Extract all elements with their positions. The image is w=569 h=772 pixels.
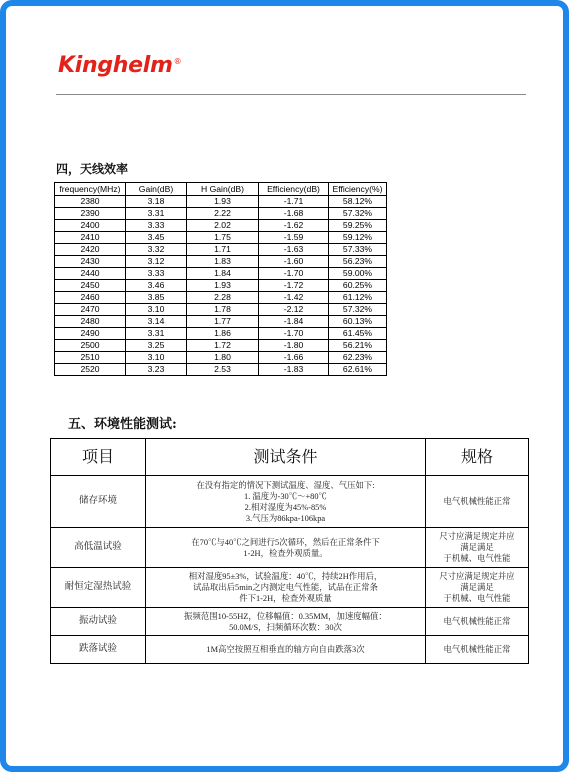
efficiency-header-cell: Gain(dB) [126,183,187,196]
table-cell: -1.66 [259,352,329,364]
table-cell: 1.75 [187,232,259,244]
test-spec [426,636,529,664]
table-cell: 1.84 [187,268,259,280]
table-cell: 56.23% [329,256,387,268]
table-row [55,304,387,316]
condition-line: 1M高空按照互相垂直的轴方向自由跌落3次 [206,645,365,654]
table-cell: 62.23% [329,352,387,364]
efficiency-header-cell: Efficiency(%) [329,183,387,196]
table-cell: 2450 [55,280,126,292]
table-cell: 2510 [55,352,126,364]
section5-title: 五、环境性能测试: [68,417,177,432]
spec-line: 电气机械性能正常 [443,497,511,506]
table-cell: 62.61% [329,364,387,376]
table-cell: 60.13% [329,316,387,328]
table-cell: 2460 [55,292,126,304]
table-row [55,316,387,328]
environment-table-header [51,439,529,476]
table-cell: 3.10 [126,352,187,364]
table-cell: -1.59 [259,232,329,244]
test-conditions [146,476,426,528]
table-cell: 3.33 [126,220,187,232]
table-cell: 2520 [55,364,126,376]
test-conditions [146,608,426,636]
condition-line: 在70℃与40℃之间进行5次循环，然后在正常条件下 [191,537,380,547]
efficiency-table-header [55,183,387,196]
table-cell: 2470 [55,304,126,316]
table-cell: 2410 [55,232,126,244]
spec-line: 电气机械性能正常 [443,645,511,654]
table-row [55,196,387,208]
table-cell: 3.25 [126,340,187,352]
table-cell: 2.28 [187,292,259,304]
condition-line: 1-2H，检查外观质量。 [243,548,328,558]
table-row [55,364,387,376]
table-cell: 3.23 [126,364,187,376]
efficiency-table [54,182,387,376]
efficiency-header-cell: H Gain(dB) [187,183,259,196]
table-cell: 3.31 [126,328,187,340]
test-spec [426,608,529,636]
table-row [55,328,387,340]
table-cell: 3.31 [126,208,187,220]
table-cell: -1.71 [259,196,329,208]
table-row [55,292,387,304]
table-row [55,268,387,280]
table-row [55,256,387,268]
table-cell: 3.12 [126,256,187,268]
table-cell: 2.53 [187,364,259,376]
condition-line: 2.相对湿度为45%-85% [244,502,327,512]
test-conditions [146,636,426,664]
table-cell: -1.72 [259,280,329,292]
table-cell: 3.33 [126,268,187,280]
table-cell: 1.93 [187,280,259,292]
table-row [55,232,387,244]
table-cell: -2.12 [259,304,329,316]
table-cell: 2.02 [187,220,259,232]
environment-test-table [50,438,529,664]
table-cell: 2480 [55,316,126,328]
table-cell: -1.68 [259,208,329,220]
spec-line: 尺寸应满足规定并应 [439,572,515,581]
kinghelm-logo [58,53,181,78]
test-conditions [146,568,426,608]
table-cell: 1.77 [187,316,259,328]
table-cell: -1.63 [259,244,329,256]
table-cell: -1.84 [259,316,329,328]
condition-line: 件下1-2H，检查外观质量 [239,594,332,603]
header-spec: 规格 [426,439,529,476]
table-cell: -1.70 [259,328,329,340]
table-row [55,352,387,364]
table-cell: 1.93 [187,196,259,208]
table-cell: 2390 [55,208,126,220]
table-cell: 59.25% [329,220,387,232]
table-cell: 3.18 [126,196,187,208]
table-cell: 2440 [55,268,126,280]
condition-line: 1. 温度为-30℃～+80℃ [244,491,327,501]
test-item: 耐恒定湿热试验 [51,568,146,608]
table-row [55,220,387,232]
table-row [55,280,387,292]
table-cell: 3.46 [126,280,187,292]
table-cell: 1.80 [187,352,259,364]
condition-line: 在没有指定的情况下测试温度、湿度、气压如下: [196,480,375,490]
table-row [55,244,387,256]
test-conditions [146,528,426,568]
table-cell: 3.14 [126,316,187,328]
spec-line: 满足满足 [460,583,494,592]
table-cell: 3.45 [126,232,187,244]
table-row [51,608,529,636]
table-cell: 57.32% [329,208,387,220]
condition-line: 50.0M/S，扫频循环次数：30次 [229,622,342,632]
table-cell: 2490 [55,328,126,340]
table-cell: 59.00% [329,268,387,280]
table-cell: 56.21% [329,340,387,352]
spec-line: 于机械、电气性能 [443,594,511,603]
table-cell: 60.25% [329,280,387,292]
test-spec [426,476,529,528]
table-cell: 1.72 [187,340,259,352]
table-cell: 61.45% [329,328,387,340]
header-item: 项目 [51,439,146,476]
test-item: 振动试验 [51,608,146,636]
table-cell: 2400 [55,220,126,232]
test-item: 储存环境 [51,476,146,528]
test-spec [426,568,529,608]
table-cell: 57.33% [329,244,387,256]
table-cell: 1.86 [187,328,259,340]
table-cell: -1.62 [259,220,329,232]
condition-line: 3.气压为86kpa-106kpa [245,513,326,523]
table-cell: 1.78 [187,304,259,316]
table-cell: 3.32 [126,244,187,256]
brand-name: Kinghelm [58,53,173,78]
condition-line: 相对湿度95±3%，试验温度：40℃，持续2H作用后， [188,572,383,581]
table-row [55,208,387,220]
table-row [51,476,529,528]
table-cell: 61.12% [329,292,387,304]
spec-line: 电气机械性能正常 [443,617,511,626]
spec-line: 尺寸应满足规定并应 [439,532,515,541]
table-cell: 59.12% [329,232,387,244]
table-cell: 2420 [55,244,126,256]
table-cell: 58.12% [329,196,387,208]
section4-title: 四，天线效率 [56,162,129,176]
condition-line: 振频范围10-55HZ，位移幅值：0.35MM，加速度幅值： [184,611,387,621]
table-cell: 3.85 [126,292,187,304]
table-cell: 2.22 [187,208,259,220]
table-cell: 1.71 [187,244,259,256]
table-cell: -1.60 [259,256,329,268]
table-cell: 2430 [55,256,126,268]
spec-line: 满足满足 [460,543,494,552]
header-divider [56,94,526,95]
test-spec [426,528,529,568]
test-item: 跌落试验 [51,636,146,664]
table-cell: -1.80 [259,340,329,352]
efficiency-header-cell: Efficiency(dB) [259,183,329,196]
table-cell: -1.70 [259,268,329,280]
table-cell: -1.42 [259,292,329,304]
table-row [51,528,529,568]
table-row [51,636,529,664]
table-cell: -1.83 [259,364,329,376]
header-conditions: 测试条件 [146,439,426,476]
table-cell: 57.32% [329,304,387,316]
spec-line: 于机械、电气性能 [443,554,511,563]
test-item: 高低温试验 [51,528,146,568]
efficiency-header-cell: frequency(MHz) [55,183,126,196]
registered-mark: ® [173,56,182,66]
table-row [51,568,529,608]
table-row [55,340,387,352]
table-cell: 2380 [55,196,126,208]
table-cell: 3.10 [126,304,187,316]
condition-line: 试品取出后5min之内测定电气性能，试品在正常条 [193,583,378,592]
table-cell: 1.83 [187,256,259,268]
efficiency-table-body [55,196,387,376]
table-cell: 2500 [55,340,126,352]
